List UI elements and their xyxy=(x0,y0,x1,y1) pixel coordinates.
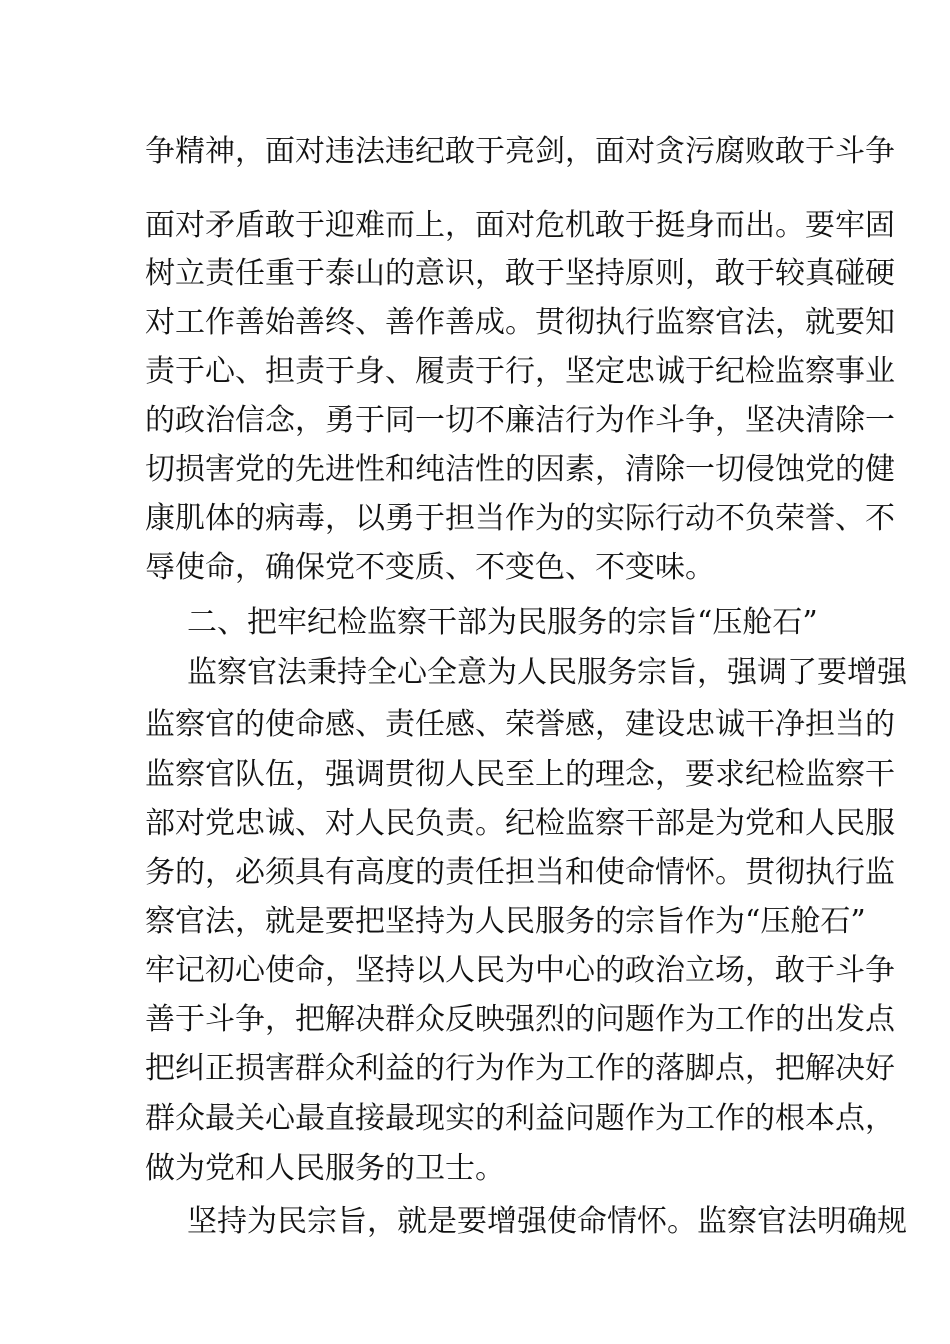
text-line: 康肌体的病毒，以勇于担当作为的实际行动不负荣誉、不 xyxy=(145,501,895,536)
text-line: 切损害党的先进性和纯洁性的因素，清除一切侵蚀党的健 xyxy=(145,452,895,487)
text-line: 监察官队伍，强调贯彻人民至上的理念，要求纪检监察干 xyxy=(145,757,895,792)
text-line: 做为党和人民服务的卫士。 xyxy=(145,1151,505,1186)
text-line: 树立责任重于泰山的意识，敢于坚持原则，敢于较真碰硬 xyxy=(145,256,895,291)
text-line: 善于斗争，把解决群众反映强烈的问题作为工作的出发点 xyxy=(145,1002,895,1037)
text-line: 对工作善始善终、善作善成。贯彻执行监察官法，就要知 xyxy=(145,305,895,340)
text-line: 责于心、担责于身、履责于行，坚定忠诚于纪检监察事业 xyxy=(145,354,895,389)
text-line: 监察官的使命感、责任感、荣誉感，建设忠诚干净担当的 xyxy=(145,707,895,742)
section-heading: 二、把牢纪检监察干部为民服务的宗旨“压舱石” xyxy=(187,605,818,640)
text-line: 把纠正损害群众利益的行为作为工作的落脚点，把解决好 xyxy=(145,1051,895,1086)
text-line: 部对党忠诚、对人民负责。纪检监察干部是为党和人民服 xyxy=(145,806,895,841)
text-line: 牢记初心使命，坚持以人民为中心的政治立场，敢于斗争 xyxy=(145,953,895,988)
paragraph-first-line: 监察官法秉持全心全意为人民服务宗旨，强调了要增强 xyxy=(187,655,907,690)
text-line: 辱使命，确保党不变质、不变色、不变味。 xyxy=(145,550,715,585)
text-line: 务的，必须具有高度的责任担当和使命情怀。贯彻执行监 xyxy=(145,855,895,890)
text-line: 群众最关心最直接最现实的利益问题作为工作的根本点， xyxy=(145,1101,895,1136)
text-line: 争精神，面对违法违纪敢于亮剑，面对贪污腐败敢于斗争 xyxy=(145,134,895,169)
text-line: 察官法，就是要把坚持为人民服务的宗旨作为“压舱石” xyxy=(145,904,866,939)
text-line: 的政治信念，勇于同一切不廉洁行为作斗争，坚决清除一 xyxy=(145,403,895,438)
text-line: 面对矛盾敢于迎难而上，面对危机敢于挺身而出。要牢固 xyxy=(145,208,895,243)
paragraph-first-line: 坚持为民宗旨，就是要增强使命情怀。监察官法明确规 xyxy=(187,1204,907,1239)
